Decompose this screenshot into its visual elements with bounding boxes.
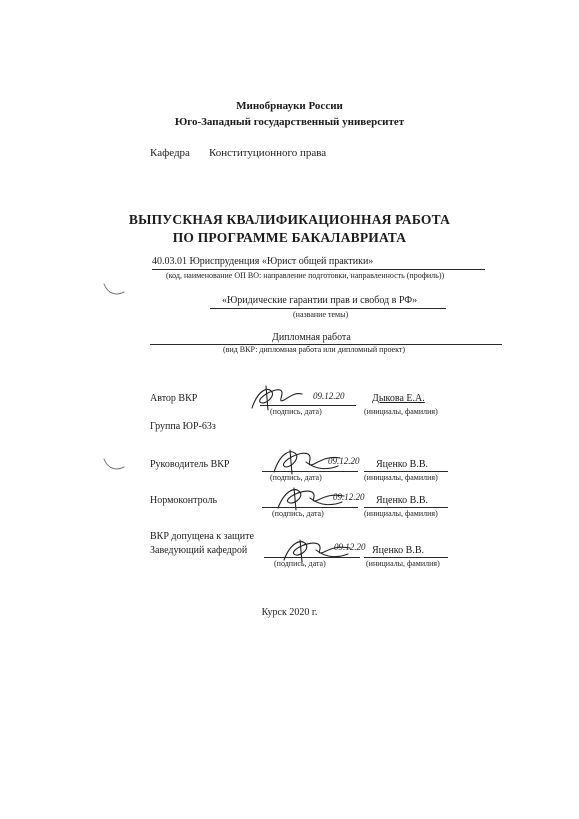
department-label: Кафедра [150,147,190,159]
supervisor-signature-line [262,471,358,472]
norm-control-date: 09.12.20 [333,492,365,502]
admission-line: ВКР допущена к защите [150,531,254,542]
work-type-value: Дипломная работа [272,332,351,343]
work-type-caption: (вид ВКР: дипломная работа или дипломный проект) [223,345,406,354]
norm-control-sig-caption: (подпись, дата) [272,509,324,518]
norm-control-label: Нормоконтроль [150,495,218,506]
author-name: Дыкова Е.А. [372,393,425,404]
topic-caption: (название темы) [293,310,349,319]
admission-sig-caption: (подпись, дата) [274,559,326,568]
norm-control-name: Яценко В.В. [376,495,429,506]
author-label: Автор ВКР [150,393,198,404]
author-name-caption: (инициалы, фамилия) [364,407,438,416]
author-date: 09.12.20 [313,391,345,401]
university-name: Юго-Западный государственный университет [174,116,405,128]
program-value: 40.03.01 Юриспруденция «Юрист общей практики» [152,256,374,267]
head-of-department-label: Заведующий кафедрой [150,545,248,556]
norm-control-name-line [364,507,448,508]
group-label: Группа ЮР-63з [150,421,216,432]
program-underline [152,269,485,270]
topic-value: «Юридические гарантии прав и свобод в РФ» [222,295,418,306]
supervisor-name-line [364,471,448,472]
supervisor-date: 09.12.20 [328,456,360,466]
program-caption: (код, наименование ОП ВО: направление подготовки, направленность (профиль)) [166,271,445,280]
scan-mark-icon [102,455,126,473]
topic-underline [210,308,446,309]
ministry-name: Минобрнауки России [236,100,343,112]
author-signature-line [260,405,356,406]
norm-control-signature-line [262,507,358,508]
norm-control-name-caption: (инициалы, фамилия) [364,509,438,518]
admission-date: 09.12.20 [334,542,366,552]
author-sig-caption: (подпись, дата) [270,407,322,416]
admission-name-caption: (инициалы, фамилия) [366,559,440,568]
city-year: Курск 2020 г. [261,607,318,618]
supervisor-sig-caption: (подпись, дата) [270,473,322,482]
supervisor-label: Руководитель ВКР [150,459,230,470]
document-title-line1: ВЫПУСКНАЯ КВАЛИФИКАЦИОННАЯ РАБОТА [128,212,451,227]
supervisor-name-caption: (инициалы, фамилия) [364,473,438,482]
supervisor-name: Яценко В.В. [376,459,429,470]
admission-signature-line [264,557,360,558]
document-title-line2: ПО ПРОГРАММЕ БАКАЛАВРИАТА [172,230,407,245]
department-name: Конституционного права [209,147,327,159]
head-of-department-name: Яценко В.В. [372,545,425,556]
admission-name-line [364,557,448,558]
scan-mark-icon [102,280,126,298]
